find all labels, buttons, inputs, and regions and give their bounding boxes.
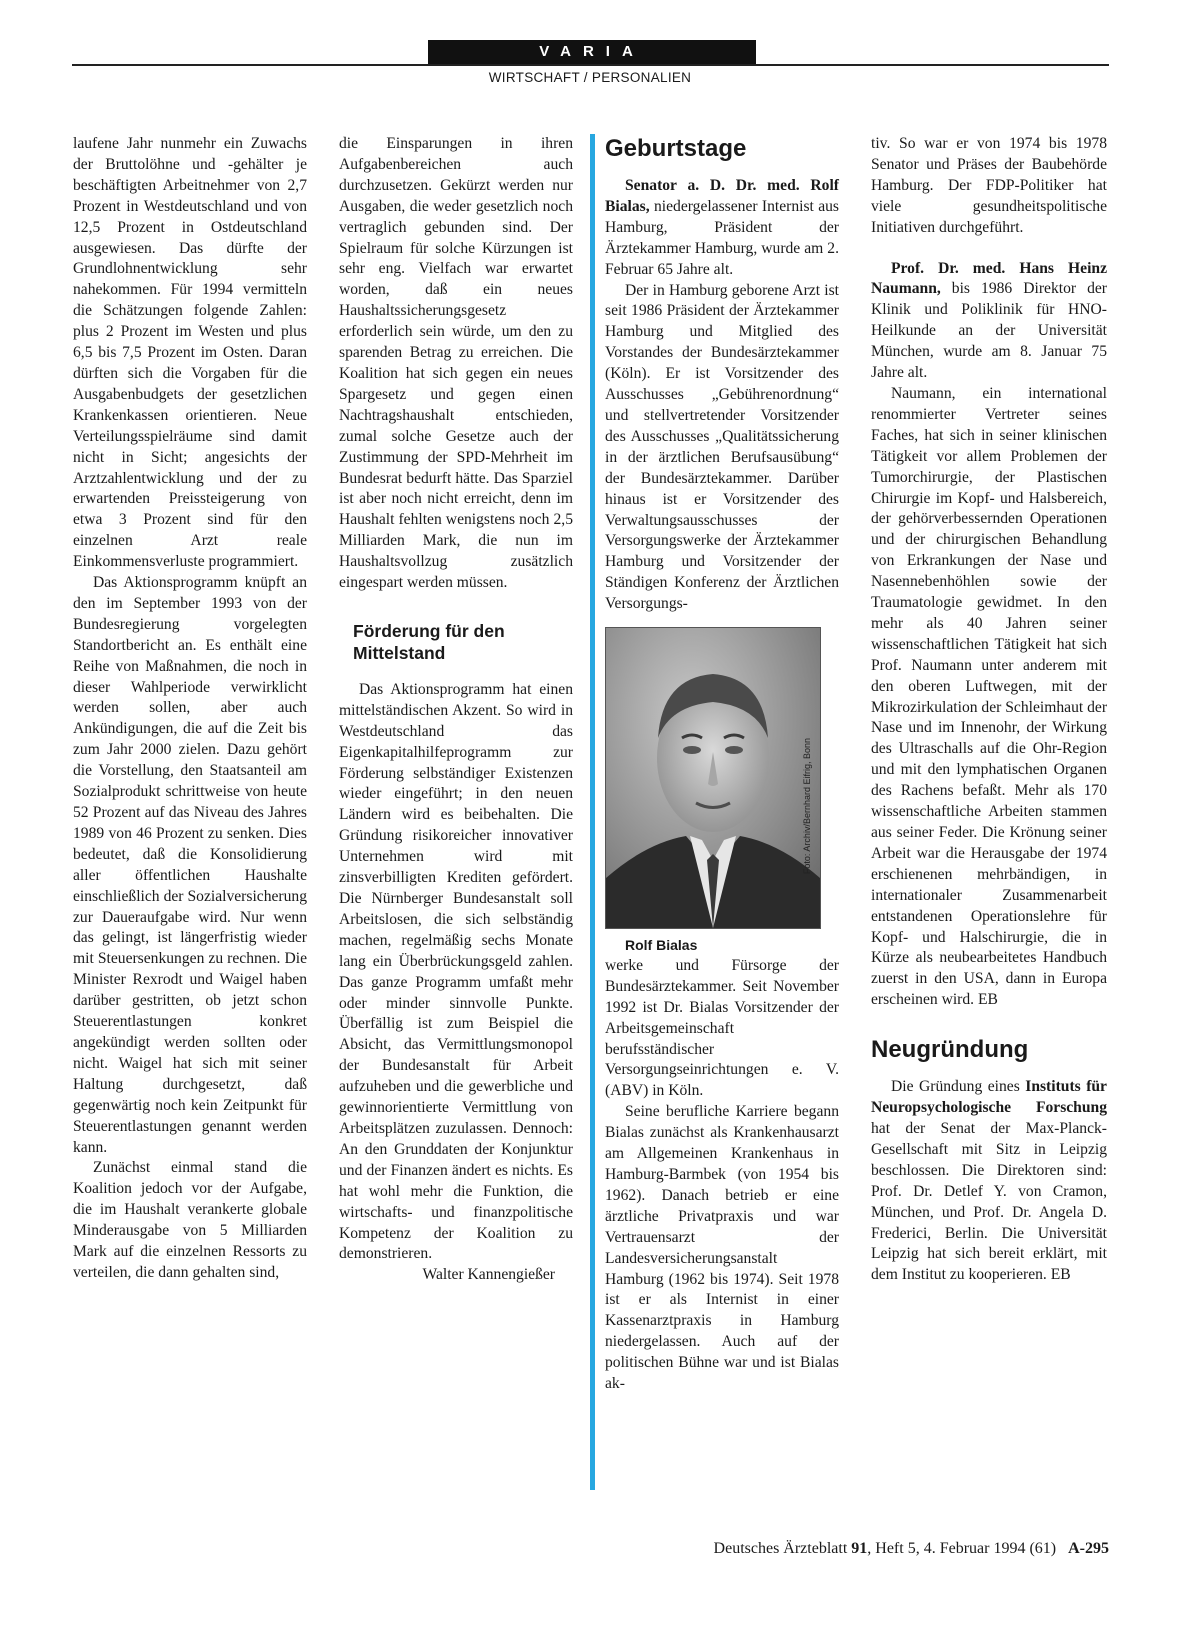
- issue-info: , Heft 5, 4. Februar 1994 (61): [867, 1540, 1057, 1557]
- paragraph: Zunächst einmal stand die Koalition jedoch vor der Aufgabe, die im Haushalt verankerte globale Minderausgabe von 5 Milliarden Mark auf die einzelnen Ressorts zu verteilen, die dann gehalten sind,: [73, 1159, 307, 1281]
- heading-neugruendung: Neugründung: [871, 1036, 1029, 1064]
- person-name: Prof. Dr. med. Hans Heinz Naumann,: [871, 259, 1107, 298]
- paragraph: laufene Jahr nunmehr ein Zuwachs der Bruttolöhne und -gehälter je beschäftigten Arbeitnehmer von 2,7 Prozent in Westdeutschland und von 12,5 Prozent in Ostdeutschland ausgewiesen. Das dürfte der Grundlohnentwicklung sehr nahekommen. Für 1994 vermitteln die Schätzungen folgende Zahlen: plus 2 Prozent im Westen und plus 6,5 bis 7,5 Prozent im Osten. Daran dürften sich die Vorgaben für die Ausgabenbudgets der gesetzlichen Krankenkassen orientieren. Neue Verteilungsspielräume sind damit nicht in Sicht; angesichts der Arztzahlentwicklung und der zu erwartenden Preissteigerung von etwa 3 Prozent sind für den einzelnen Arzt reale Einkommensverluste programmiert.: [73, 135, 307, 571]
- portrait-photo: [605, 627, 821, 929]
- page-number: A-295: [1068, 1540, 1109, 1557]
- column-2: [339, 134, 573, 1286]
- heading-geburtstage: Geburtstage: [605, 135, 747, 162]
- column-1: [73, 134, 307, 1284]
- page-footer: [72, 1540, 1109, 1558]
- paragraph: Das Aktionsprogramm knüpft an den im September 1993 von der Bundesregierung vorgelegten Standortbericht an. Es enthält eine Reihe von Maßnahmen, die noch in dieser Wahlperiode verwirklicht werden sollen, aber auch Ankündigungen, die auf die Zeit bis zum Jahr 2000 zielen. Dazu gehört die Vorstellung, den Staatsanteil am Sozialprodukt schrittweise von heute 52 Prozent auf das Niveau des Jahres 1989 von 46 Prozent zu senken. Dies bedeutet, daß die Konsolidierung aller öffentlichen Haushalte einschließlich der Sozialversicherung zur Daueraufgabe wird. Nur wenn das gelingt, ist längerfristig wieder mit Steuersenkungen zu rechnen. Die Minister Rexrodt und Waigel haben darüber gestritten, ob jetzt schon Steuerentlastungen konkret angekündigt werden sollten oder nicht. Waigel hat sich mit seiner Haltung durchgesetzt, daß gegenwärtig noch kein Zeitpunkt für Steuerentlastungen genannt werden kann.: [73, 574, 307, 1156]
- journal-volume: 91: [851, 1540, 868, 1557]
- paragraph: Naumann, ein international renommierter Vertreter seines Faches, hat sich in seiner klinischen Tätigkeit vor allem Problemen der Tumorchirurgie, der Plastischen Chirurgie im Kopf- und Halsbereich, der gehörverbessernden Operationen und der chirurgischen Behandlung von Erkrankungen der Nase und Nasennebenhöhlen sowie der Traumatologie gewidmet. In den mehr als 40 Jahren seiner wissenschaftlichen Tätigkeit hat sich Prof. Naumann unter anderem mit den oberen Luftwegen, mit der Mikrozirkulation der Schleimhaut der Nase und im Innenohr, der Wirkung des Ultraschalls auf die Ohr-Region und mit den lymphatischen Organen des Rachens befaßt. Mehr als 170 wissenschaftliche Arbeiten stammen aus seiner Feder. Die Krönung seiner Arbeit war die Herausgabe der 1974 erschienenen mehrbändigen, in internationaler Zusammenarbeit entstandenen Operationslehre für Kopf- und Halschirurgie, die in Kürze als neubearbeitetes Handbuch zuerst in den USA, dann in Europa erscheinen wird. EB: [871, 384, 1108, 1009]
- photo-caption: Rolf Bialas: [625, 937, 698, 954]
- paragraph: tiv. So war er von 1974 bis 1978 Senator und Präses der Baubehörde Hamburg. Der FDP-Politiker hat viele gesundheitspolitische Initiativen durchgeführt.: [871, 135, 1107, 236]
- paragraph: Senator a. D. Dr. med. Rolf Bialas, niedergelassener Internist aus Hamburg, Präsident der Ärztekammer Hamburg, wurde am 2. Februar 65 Jahre alt.: [605, 177, 839, 278]
- section-label: VARIA: [428, 40, 756, 64]
- subheading-mittelstand: Förderung für den Mittelstand: [353, 620, 505, 663]
- photo-credit: Foto: Archiv/Bernhard Eifrig, Bonn: [802, 738, 813, 875]
- column-3: [605, 134, 839, 1395]
- paragraph: werke und Fürsorge der Bundesärztekammer. Seit November 1992 ist Dr. Bialas Vorsitzender der Arbeitsgemeinschaft berufsständischer Versorgungseinrichtungen e. V. (ABV) in Köln.: [605, 956, 839, 1100]
- column-4: [871, 134, 1107, 1286]
- subsection-label: WIRTSCHAFT / PERSONALIEN: [488, 70, 692, 85]
- paragraph: Die Gründung eines Instituts für Neuropsychologische Forschung hat der Senat der Max-Planck-Gesellschaft mit Sitz in Leipzig beschlossen. Die Direktoren sind: Prof. Dr. Detlef Y. von Cramon, München, und Prof. Dr. Angela D. Frederici, Berlin. Die Universität Leipzig hat sich bereit erklärt, mit dem Institut zu kooperieren. EB: [871, 1078, 1107, 1284]
- person-name: Senator a. D. Dr. med. Rolf Bialas,: [605, 177, 839, 215]
- portrait-image: [606, 628, 820, 928]
- paragraph: Das Aktionsprogramm hat einen mittelständischen Akzent. So wird in Westdeutschland das Eigenkapitalhilfeprogramm zur Förderung selbständiger Existenzen wieder eingeführt; in den neuen Ländern wird es beibehalten. Die Gründung risikoreicher innovativer Unternehmen wird mit zinsverbilligten Krediten gefördert. Die Nürnberger Bundesanstalt soll Arbeitslosen, die sich selbständig machen, regelmäßig sechs Monate lang ein Überbrückungsgeld zahlen. Das ganze Programm umfaßt mehr oder minder sinnvolle Punkte. Überfällig ist zum Beispiel die Absicht, das Vermittlungsmonopol der Bundesanstalt für Arbeit aufzuheben und die gewerbliche und gewinnorientierte Vermittlung von Arbeitsplätzen zuzulassen. Dennoch: An den Grunddaten der Konjunktur und der Finanzen ändert es nichts. Es hat wohl mehr die Funktion, die wirtschafts- und finanzpolitische Kompetenz der Koalition zu demonstrieren.: [339, 680, 573, 1263]
- institute-name: Instituts für Neuropsychologische Forschung: [871, 1078, 1107, 1117]
- section-accent-bar: [590, 134, 595, 1490]
- journal-name: Deutsches Ärzteblatt: [713, 1540, 848, 1557]
- paragraph: Der in Hamburg geborene Arzt ist seit 1986 Präsident der Ärztekammer Hamburg und Mitglied des Vorstandes der Bundesärztekammer (Köln). Er ist Vorsitzender des Ausschusses „Gebührenordnung“ und stellvertretender Vorsitzender des Ausschusses „Qualitätssicherung in der ärztlichen Berufsausübung“ der Bundesärztekammer. Darüber hinaus ist er Vorsitzender des Verwaltungsausschusses der Versorgungswerke der Ärztekammer Hamburg und Vorsitzender der Ständigen Konferenz der Ärztlichen Versorgungs-: [605, 281, 839, 613]
- paragraph: die Einsparungen in ihren Aufgabenbereichen auch durchzusetzen. Gekürzt werden nur Ausgaben, die weder gesetzlich noch vertraglich gebunden sind. Der Spielraum für solche Kürzungen ist sehr eng. Vielfach war erwartet worden, daß ein neues Haushaltssicherungsgesetz erforderlich sein würde, um den zu sparenden Betrag zu erreichen. Die Koalition hat sich gegen ein neues Spargesetz und gegen einen Nachtragshaushalt entschieden, zumal solche Gesetze auch der Zustimmung der SPD-Mehrheit im Bundesrat bedurft hätte. Das Sparziel ist aber noch nicht erreicht, denn im Haushalt fehlten wenigstens noch 2,5 Milliarden Mark, die nun im Haushaltsvollzug zusätzlich eingespart werden müssen.: [339, 135, 573, 592]
- article-author: Walter Kannengießer: [422, 1266, 555, 1284]
- paragraph: Prof. Dr. med. Hans Heinz Naumann, bis 1986 Direktor der Klinik und Poliklinik für HNO-Heilkunde an der Universität München, wurde am 8. Januar 75 Jahre alt.: [871, 259, 1107, 382]
- header-rule: [72, 64, 1109, 66]
- paragraph: Seine berufliche Karriere begann Bialas zunächst als Krankenhausarzt am Allgemeinen Krankenhaus in Hamburg-Barmbek (von 1954 bis 1962). Danach betrieb er eine ärztliche Privatpraxis und war Vertrauensarzt der Landesversicherungsanstalt Hamburg (1962 bis 1974). Seit 1978 ist er als Internist in einer Kassenarztpraxis in Hamburg niedergelassen. Auch auf der politischen Bühne war und ist Bialas ak-: [605, 1103, 839, 1393]
